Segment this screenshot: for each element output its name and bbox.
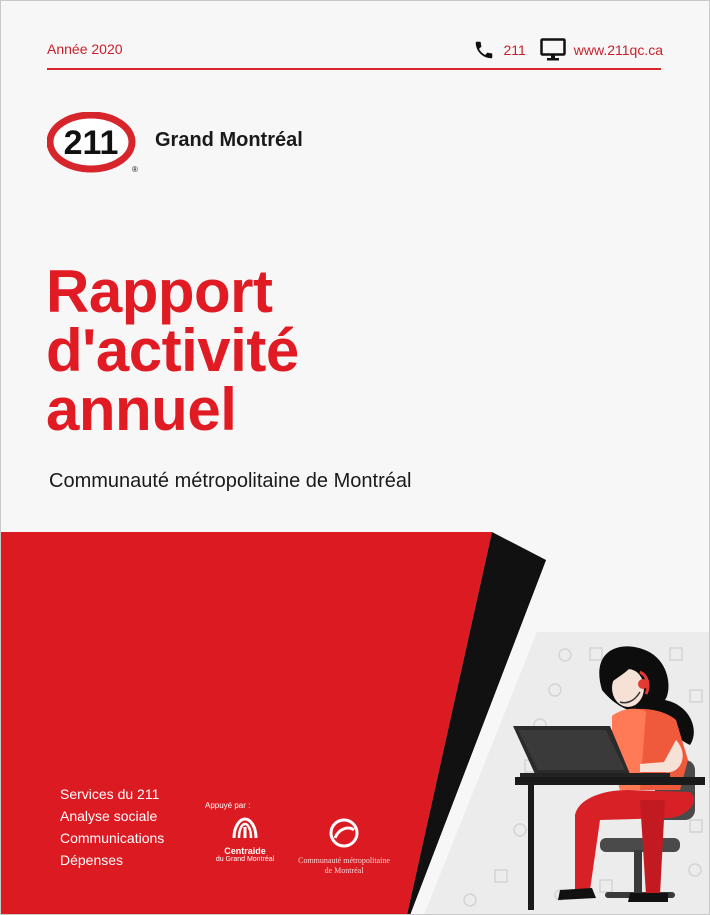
section-item: Dépenses	[60, 852, 124, 868]
centraide-logo-icon	[230, 827, 260, 844]
centraide-sub: du Grand Montréal	[215, 856, 275, 863]
centraide-logo	[205, 816, 285, 863]
brand-name: Grand Montréal	[155, 129, 303, 151]
title-line-2: d'activité	[46, 317, 299, 384]
supported-by-label: Appuyé par :	[205, 801, 251, 810]
logo-number: 211	[63, 124, 119, 162]
sections-list	[60, 783, 164, 871]
logo-registered: ®	[132, 165, 138, 174]
title-line-1: Rapport	[46, 258, 273, 325]
cmm-logo	[285, 818, 403, 876]
section-item: Services du 211	[60, 786, 160, 802]
cmm-line-2: de Montréal	[324, 866, 364, 875]
website-link[interactable]: www.211qc.ca	[573, 42, 663, 58]
section-item: Analyse sociale	[60, 808, 158, 824]
subtitle: Communauté métropolitaine de Montréal	[49, 470, 412, 492]
centraide-name: Centraide	[224, 846, 266, 856]
cmm-line-1: Communauté métropolitaine	[298, 856, 390, 865]
title-line-3: annuel	[46, 376, 237, 443]
cmm-name	[285, 856, 403, 876]
phone-number[interactable]: 211	[503, 42, 526, 58]
report-year: Année 2020	[47, 41, 123, 57]
cmm-logo-icon	[327, 835, 361, 852]
section-item: Communications	[60, 830, 165, 846]
